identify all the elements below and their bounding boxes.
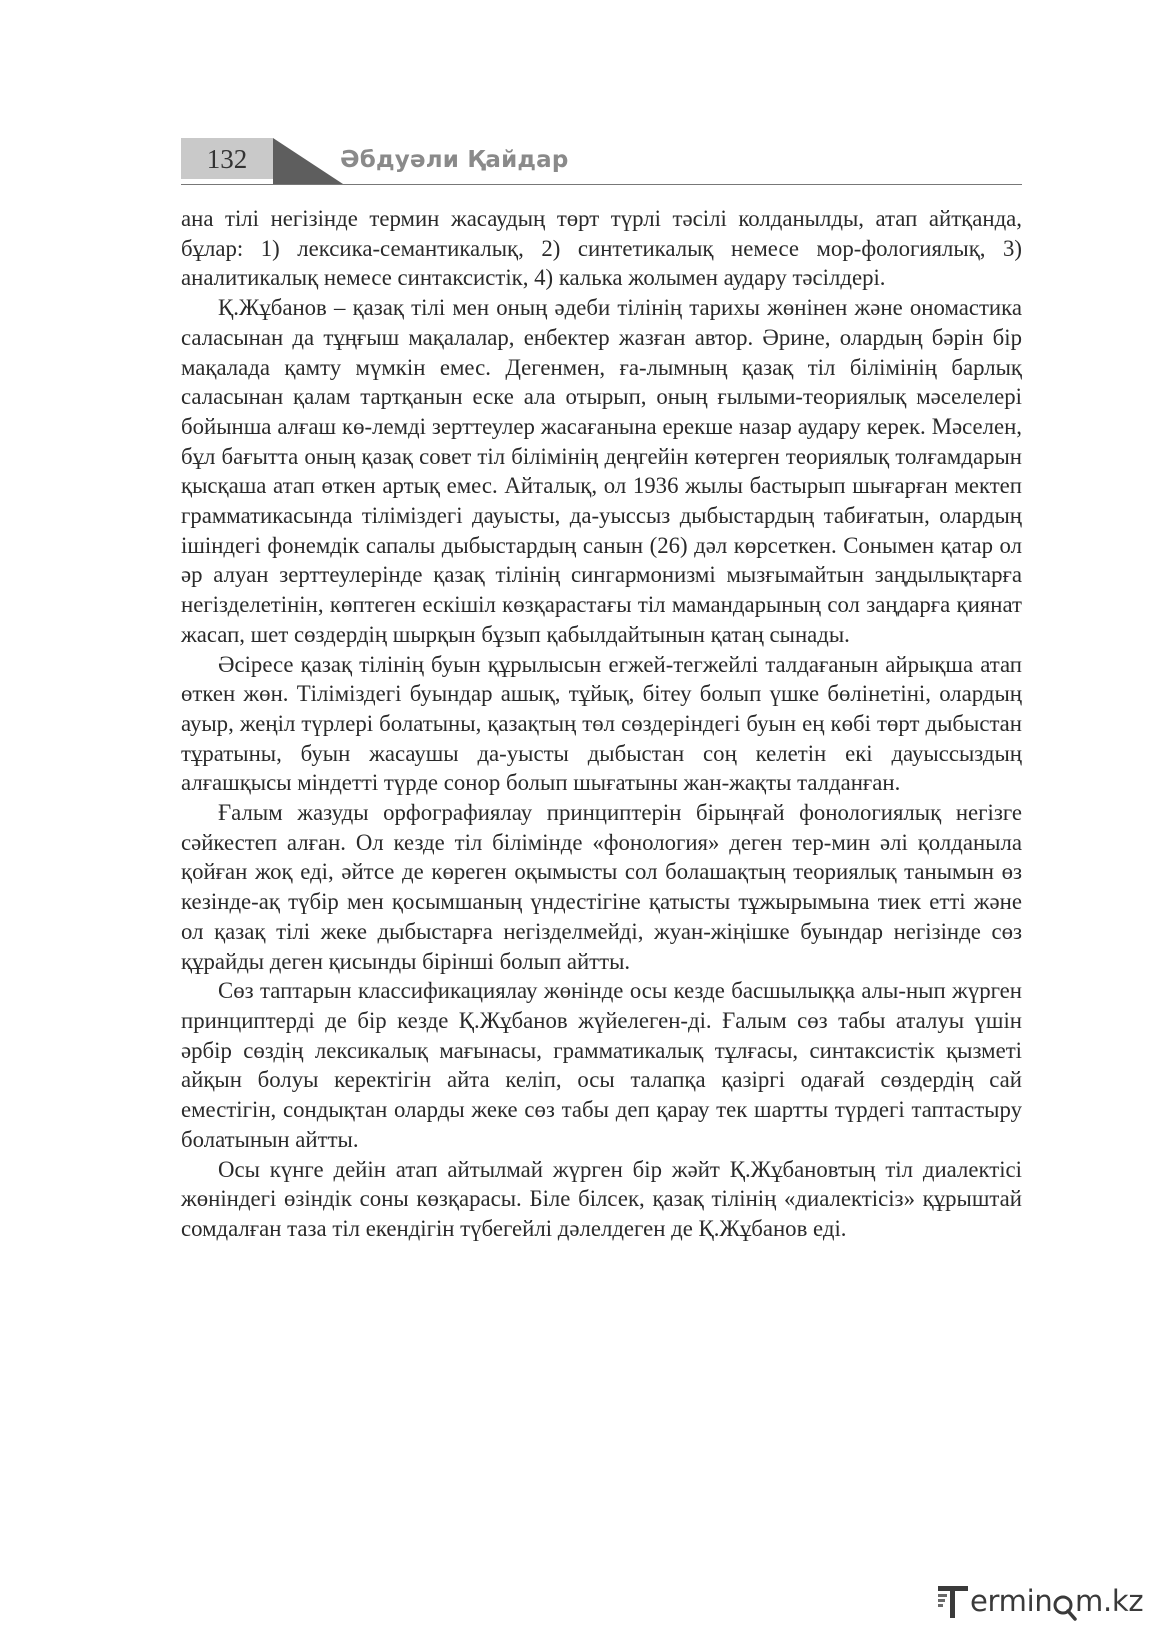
page-number: 132 <box>206 144 248 174</box>
paragraph-2: Қ.Жұбанов – қазақ тілі мен оның әдеби тілінің тарихы жөнінен және ономастика саласынан да тұңғыш мақалалар, енбектер жазған автор. Әрине, олардың бәрін бір мақалада қамту мүмкін емес. Дегенмен, ға-лымның қазақ тіл білімінің барлық саласынан қалам тартқанын еске ала отырып, оның ғылыми-теориялық мәселелері бойынша алғаш кө-лемді зерттеулер жасағанына ерекше назар аудару керек. Мәселен, бұл бағытта оның қазақ совет тіл білімінің деңгейін көтерген теориялық толғамдарын қысқаша атап өткен артық емес. Айталық, ол 1936 жылы бастырып шығарған мектеп грамматикасында тіліміздегі дауысты, да-уыссыз дыбыстардың табиғатын, олардың ішіндегі фонемдік сапалы дыбыстардың санын (26) дәл көрсеткен. Сонымен қатар ол әр алуан зерттеулерінде қазақ тілінің сингармонизмі мызғымайтын заңдылықтарға негізделетінін, көптеген ескішіл көзқарастағы тіл мамандарының сол заңдарға қиянат жасап, шет сөздердің шырқын бұзып қабылдайтынын қатаң сынады. <box>181 295 1022 647</box>
page-header <box>0 0 1158 200</box>
paragraph-4: Ғалым жазуды орфографиялау принциптерін бірыңғай фонологиялық негізге сәйкестеп алған. Ол кезде тіл білімінде «фонология» деген тер-мин әлі қолданыла қойған жоқ еді, әйтсе де көреген оқымысты сол болашақтың теориялық танымын өз кезінде-ақ түбір мен қосымшаның үндестігіне қатысты тұжырымына тиек етті және ол қазақ тілі жеке дыбыстарға негізделмейді, жуан-жіңішке буындар негізінде сөз құрайды деген қисынды бірінші болып айтты. <box>181 800 1022 974</box>
paragraph-6: Осы күнге дейін атап айтылмай жүрген бір жәйт Қ.Жұбановтың тіл диалектісі жөніндегі өзіндік соны көзқарасы. Біле білсек, қазақ тілінің «диалектісіз» құрыштай сомдалған таза тіл екендігін түбегейлі дәлелдеген де Қ.Жұбанов еді. <box>181 1156 1022 1241</box>
watermark-text-part1: ermin <box>970 1584 1053 1618</box>
header-rule <box>181 184 1022 185</box>
watermark-logo <box>935 1580 1150 1630</box>
header-tab-slant <box>273 138 343 184</box>
running-head-author: Әбдуәли Қайдар <box>340 147 569 173</box>
watermark-text-part2: m.kz <box>1075 1584 1144 1618</box>
body-text <box>181 204 1022 1244</box>
watermark-t-glyph <box>935 1582 971 1624</box>
paragraph-5: Сөз таптарын классификациялау жөнінде осы кезде басшылыққа алы-нып жүрген принциптерді де бір кезде Қ.Жұбанов жүйелеген-ді. Ғалым сөз табы аталуы үшін әрбір сөздің лексикалық мағынасы, грамматикалық тұлғасы, синтаксистік қызметі айқын болуы керектігін айта келіп, осы талапқа қазіргі одағай сөздердің сай еместігін, сондықтан оларды жеке сөз табы деп қарау тек шартты түрдегі таптастыру болатынын айтты. <box>181 978 1022 1152</box>
paragraph-1: ана тілі негізінде термин жасаудың төрт түрлі тәсілі колданылды, атап айтқанда, бұлар: 1) лексика-семантикалық, 2) синтетикалық немесе мор-фологиялық, 3) аналитикалық немесе синтаксистік, 4) калька жолымен аудару тәсілдері. <box>181 206 1022 291</box>
paragraph-3: Әсіресе қазақ тілінің буын құрылысын егжей-тегжейлі талдағанын айрықша атап өткен жөн. Тіліміздегі буындар ашық, тұйық, бітеу болып үшке бөлінетіні, олардың ауыр, жеңіл түрлері болатыны, қазақтың төл сөздеріндегі буын ең көбі төрт дыбыстан тұратыны, буын жасаушы да-уысты дыбыстан соң келетін екі дауыссыздың алғашқысы міндетті түрде сонор болып шығатыны жан-жақты талданған. <box>181 651 1022 796</box>
